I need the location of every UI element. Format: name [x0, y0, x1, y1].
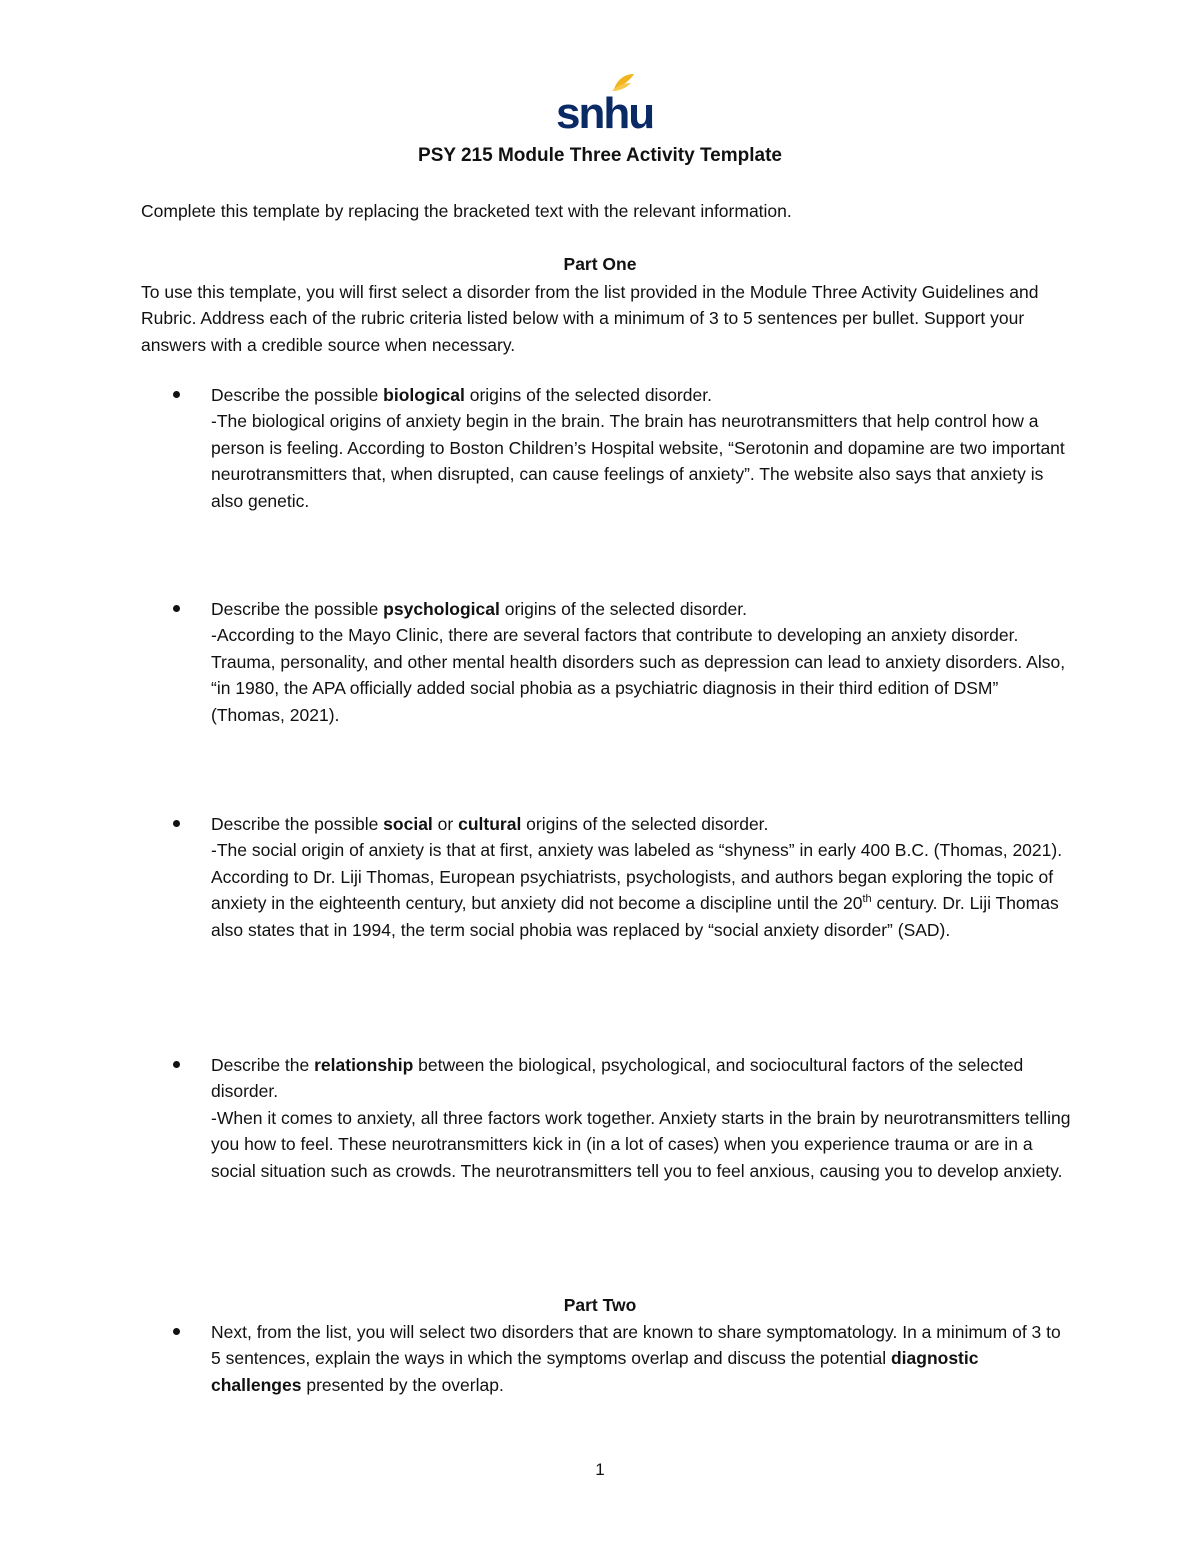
bullet-prompt: Describe the possible social or cultural origins of the selected disorder. [211, 814, 769, 834]
bullet-answer: -The social origin of anxiety is that at first, anxiety was labeled as “shyness” in early 400 B.C. (Thomas, 2021). According to Dr. Liji Thomas, European psychiatrists, psychologists, and authors began exploring the topic of anxiety in the eighteenth century, but anxiety did not become a discipline until the 20th century. Dr. Liji Thomas also states that in 1994, the term social phobia was replaced by “social anxiety disorder” (SAD). [211, 840, 1063, 940]
bullet-prompt: Describe the relationship between the biological, psychological, and sociocultural factors of the selected disorder. [211, 1055, 1024, 1102]
snhu-logo [554, 72, 654, 138]
bullet-icon [173, 605, 180, 612]
bullet-answer: -When it comes to anxiety, all three factors work together. Anxiety starts in the brain by neurotransmitters telling you how to feel. These neurotransmitters kick in (in a lot of cases) when you experience trauma or are in a social situation such as crowds. The neurotransmitters tell you to feel anxious, causing you to develop anxiety. [211, 1107, 1071, 1181]
bullet-relationship [211, 1052, 1071, 1184]
bullet-icon [173, 391, 180, 398]
bullet-icon [173, 1328, 180, 1335]
bullet-prompt: Describe the possible biological origins of the selected disorder. [211, 385, 712, 405]
part-one-heading: Part One [563, 254, 637, 274]
part-two-heading: Part Two [563, 1295, 637, 1315]
bullet-prompt: Describe the possible psychological origins of the selected disorder. [211, 599, 747, 619]
bullet-icon [173, 1061, 180, 1068]
bullet-social-cultural [211, 811, 1071, 943]
part-one-instructions: To use this template, you will first select a disorder from the list provided in the Module Three Activity Guidelines and Rubric. Address each of the rubric criteria listed below with a minimum of 3 to 5 sentences per bullet. Support your answers with a credible source when necessary. [141, 282, 1039, 355]
bullet-psychological [211, 596, 1071, 728]
svg-text:snhu: snhu [556, 89, 654, 138]
bullet-answer: -The biological origins of anxiety begin in the brain. The brain has neurotransmitters that help control how a person is feeling. According to Boston Children’s Hospital website, “Serotonin and dopamine are two important neurotransmitters that, when disrupted, can cause feelings of anxiety”. The website also says that anxiety is also genetic. [211, 411, 1065, 511]
bullet-prompt: Next, from the list, you will select two disorders that are known to share symptomatology. In a minimum of 3 to 5 sentences, explain the ways in which the symptoms overlap and discuss the potential diagnostic challenges presented by the overlap. [211, 1322, 1061, 1395]
bullet-part-two [211, 1319, 1071, 1398]
bullet-answer: -According to the Mayo Clinic, there are several factors that contribute to developing an anxiety disorder. Trauma, personality, and other mental health disorders such as depression can lead to anxiety disorders. Also, “in 1980, the APA officially added social phobia as a psychiatric diagnosis in their third edition of DSM” (Thomas, 2021). [211, 625, 1066, 725]
bullet-biological [211, 382, 1071, 514]
page-number: 1 [595, 1460, 605, 1479]
document-title: PSY 215 Module Three Activity Template [418, 145, 782, 166]
bullet-icon [173, 820, 180, 827]
intro-instructions: Complete this template by replacing the bracketed text with the relevant information. [141, 201, 792, 221]
